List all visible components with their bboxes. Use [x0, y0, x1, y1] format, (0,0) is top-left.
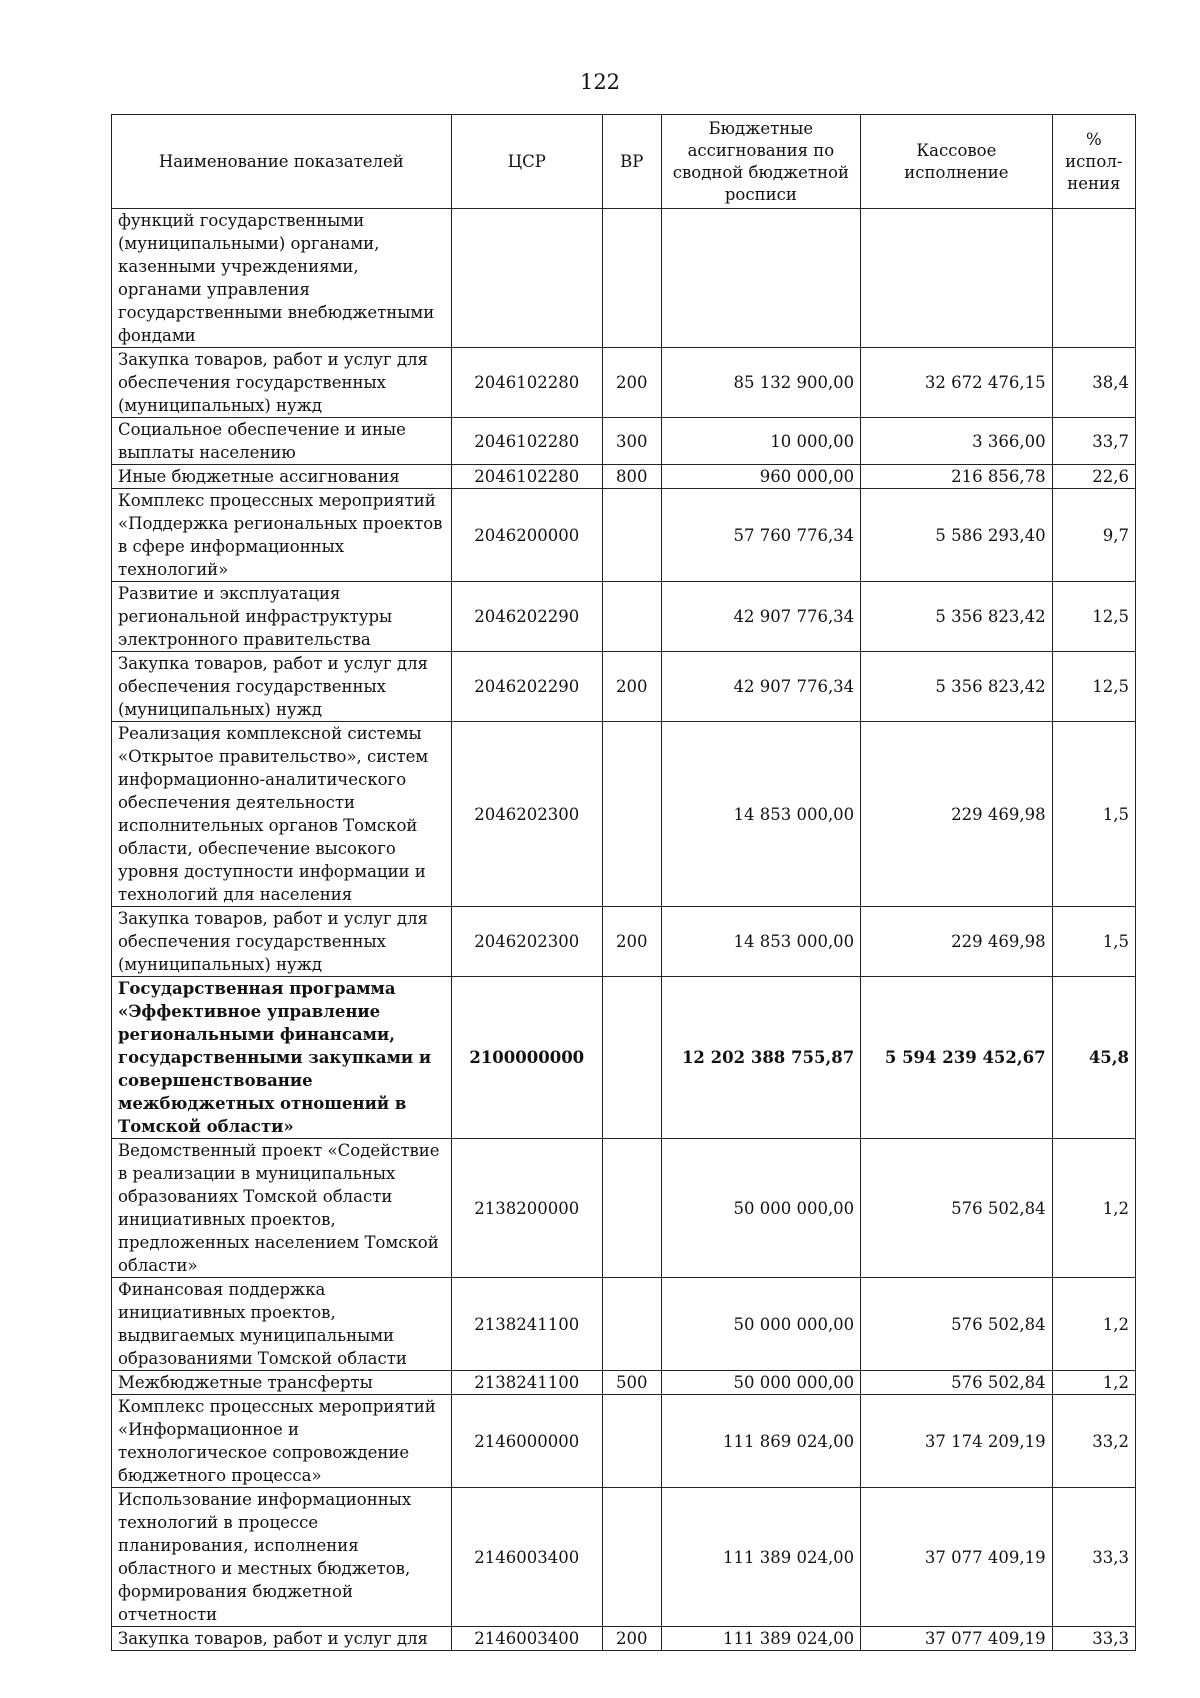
table-row [112, 465, 1136, 489]
row-budget-cell: 111 389 024,00 [661, 1627, 861, 1651]
table-row [112, 1627, 1136, 1651]
header-vr: ВР [602, 115, 661, 209]
row-vr-cell: 500 [602, 1371, 661, 1395]
table-row [112, 489, 1136, 582]
row-name-cell: Закупка товаров, работ и услуг для обеспечения государственных (муниципальных) нужд [112, 348, 452, 418]
row-cash-cell: 216 856,78 [861, 465, 1052, 489]
table-body [112, 209, 1136, 1651]
row-vr-cell [602, 1488, 661, 1627]
row-csr-cell: 2138241100 [451, 1371, 602, 1395]
row-pct-cell: 33,7 [1052, 418, 1135, 465]
row-csr-cell: 2146003400 [451, 1627, 602, 1651]
row-pct-cell: 12,5 [1052, 582, 1135, 652]
row-name-cell: функций государственными (муниципальными) органами, казенными учреждениями, органами управления государственными внебюджетными фондами [112, 209, 452, 348]
row-vr-cell: 200 [602, 1627, 661, 1651]
row-name-cell: Финансовая поддержка инициативных проектов, выдвигаемых муниципальными образованиями Томской области [112, 1278, 452, 1371]
row-cash-cell: 5 594 239 452,67 [861, 977, 1052, 1139]
row-vr-cell: 200 [602, 652, 661, 722]
row-name-cell: Закупка товаров, работ и услуг для [112, 1627, 452, 1651]
row-csr-cell: 2046102280 [451, 418, 602, 465]
row-vr-cell: 300 [602, 418, 661, 465]
row-pct-cell: 9,7 [1052, 489, 1135, 582]
table-row [112, 209, 1136, 348]
row-pct-cell: 22,6 [1052, 465, 1135, 489]
row-cash-cell: 5 356 823,42 [861, 582, 1052, 652]
row-name-cell: Закупка товаров, работ и услуг для обеспечения государственных (муниципальных) нужд [112, 652, 452, 722]
row-vr-cell [602, 1278, 661, 1371]
row-pct-cell: 1,2 [1052, 1139, 1135, 1278]
row-name-cell: Социальное обеспечение и иные выплаты населению [112, 418, 452, 465]
row-name-cell: Реализация комплексной системы «Открытое правительство», систем информационно-аналитического обеспечения деятельности исполнительных органов Томской области, обеспечение высокого уровня доступности информации и технологий для населения [112, 722, 452, 907]
table-row [112, 977, 1136, 1139]
row-csr-cell: 2138241100 [451, 1278, 602, 1371]
table-row [112, 722, 1136, 907]
row-pct-cell: 33,3 [1052, 1627, 1135, 1651]
row-pct-cell: 33,3 [1052, 1488, 1135, 1627]
row-vr-cell: 800 [602, 465, 661, 489]
row-csr-cell: 2046202290 [451, 582, 602, 652]
row-cash-cell [861, 209, 1052, 348]
row-cash-cell: 37 077 409,19 [861, 1627, 1052, 1651]
row-pct-cell: 33,2 [1052, 1395, 1135, 1488]
row-cash-cell: 5 586 293,40 [861, 489, 1052, 582]
row-pct-cell: 1,2 [1052, 1278, 1135, 1371]
row-cash-cell: 576 502,84 [861, 1278, 1052, 1371]
row-cash-cell: 37 174 209,19 [861, 1395, 1052, 1488]
row-name-cell: Государственная программа «Эффективное управление региональными финансами, государственными закупками и совершенствование межбюджетных отношений в Томской области» [112, 977, 452, 1139]
row-budget-cell: 111 389 024,00 [661, 1488, 861, 1627]
header-budget: Бюджетные ассигнования по сводной бюджетной росписи [661, 115, 861, 209]
table-row [112, 348, 1136, 418]
table-row [112, 582, 1136, 652]
header-pct: % испол-нения [1052, 115, 1135, 209]
row-csr-cell: 2138200000 [451, 1139, 602, 1278]
row-name-cell: Закупка товаров, работ и услуг для обеспечения государственных (муниципальных) нужд [112, 907, 452, 977]
row-cash-cell: 229 469,98 [861, 907, 1052, 977]
table-row [112, 1395, 1136, 1488]
row-name-cell: Комплекс процессных мероприятий «Поддержка региональных проектов в сфере информационных технологий» [112, 489, 452, 582]
row-pct-cell: 1,2 [1052, 1371, 1135, 1395]
row-name-cell: Комплекс процессных мероприятий «Информационное и технологическое сопровождение бюджетного процесса» [112, 1395, 452, 1488]
row-pct-cell: 12,5 [1052, 652, 1135, 722]
row-csr-cell: 2046102280 [451, 348, 602, 418]
row-cash-cell: 3 366,00 [861, 418, 1052, 465]
row-name-cell: Развитие и эксплуатация региональной инфраструктуры электронного правительства [112, 582, 452, 652]
table-row [112, 1371, 1136, 1395]
row-vr-cell [602, 722, 661, 907]
row-cash-cell: 5 356 823,42 [861, 652, 1052, 722]
row-budget-cell: 57 760 776,34 [661, 489, 861, 582]
table-row [112, 418, 1136, 465]
row-csr-cell: 2100000000 [451, 977, 602, 1139]
row-budget-cell: 12 202 388 755,87 [661, 977, 861, 1139]
row-budget-cell: 50 000 000,00 [661, 1278, 861, 1371]
row-pct-cell: 38,4 [1052, 348, 1135, 418]
row-budget-cell [661, 209, 861, 348]
row-csr-cell: 2046102280 [451, 465, 602, 489]
row-budget-cell: 10 000,00 [661, 418, 861, 465]
row-csr-cell: 2046202300 [451, 722, 602, 907]
table-header-row [112, 115, 1136, 209]
row-vr-cell [602, 582, 661, 652]
row-csr-cell [451, 209, 602, 348]
table-row [112, 652, 1136, 722]
table-row [112, 1139, 1136, 1278]
row-name-cell: Иные бюджетные ассигнования [112, 465, 452, 489]
header-csr: ЦСР [451, 115, 602, 209]
row-budget-cell: 14 853 000,00 [661, 907, 861, 977]
row-vr-cell [602, 1139, 661, 1278]
row-budget-cell: 960 000,00 [661, 465, 861, 489]
row-vr-cell: 200 [602, 348, 661, 418]
row-cash-cell: 576 502,84 [861, 1371, 1052, 1395]
row-name-cell: Ведомственный проект «Содействие в реализации в муниципальных образованиях Томской области инициативных проектов, предложенных населением Томской области» [112, 1139, 452, 1278]
row-pct-cell [1052, 209, 1135, 348]
row-budget-cell: 111 869 024,00 [661, 1395, 861, 1488]
row-name-cell: Использование информационных технологий в процессе планирования, исполнения областного и местных бюджетов, формирования бюджетной отчетности [112, 1488, 452, 1627]
row-vr-cell [602, 977, 661, 1139]
row-budget-cell: 50 000 000,00 [661, 1139, 861, 1278]
row-budget-cell: 42 907 776,34 [661, 652, 861, 722]
row-csr-cell: 2046202300 [451, 907, 602, 977]
row-csr-cell: 2046200000 [451, 489, 602, 582]
row-vr-cell: 200 [602, 907, 661, 977]
row-vr-cell [602, 209, 661, 348]
page-number: 122 [579, 70, 621, 94]
row-budget-cell: 14 853 000,00 [661, 722, 861, 907]
row-budget-cell: 85 132 900,00 [661, 348, 861, 418]
row-pct-cell: 45,8 [1052, 977, 1135, 1139]
row-csr-cell: 2146003400 [451, 1488, 602, 1627]
row-cash-cell: 32 672 476,15 [861, 348, 1052, 418]
row-csr-cell: 2146000000 [451, 1395, 602, 1488]
table-row [112, 1278, 1136, 1371]
row-cash-cell: 229 469,98 [861, 722, 1052, 907]
row-budget-cell: 42 907 776,34 [661, 582, 861, 652]
row-name-cell: Межбюджетные трансферты [112, 1371, 452, 1395]
row-pct-cell: 1,5 [1052, 722, 1135, 907]
header-name: Наименование показателей [112, 115, 452, 209]
header-cash: Кассовое исполнение [861, 115, 1052, 209]
row-cash-cell: 37 077 409,19 [861, 1488, 1052, 1627]
table-row [112, 907, 1136, 977]
table-row [112, 1488, 1136, 1627]
row-cash-cell: 576 502,84 [861, 1139, 1052, 1278]
row-csr-cell: 2046202290 [451, 652, 602, 722]
row-vr-cell [602, 1395, 661, 1488]
budget-execution-table [111, 114, 1136, 1651]
row-budget-cell: 50 000 000,00 [661, 1371, 861, 1395]
row-pct-cell: 1,5 [1052, 907, 1135, 977]
row-vr-cell [602, 489, 661, 582]
